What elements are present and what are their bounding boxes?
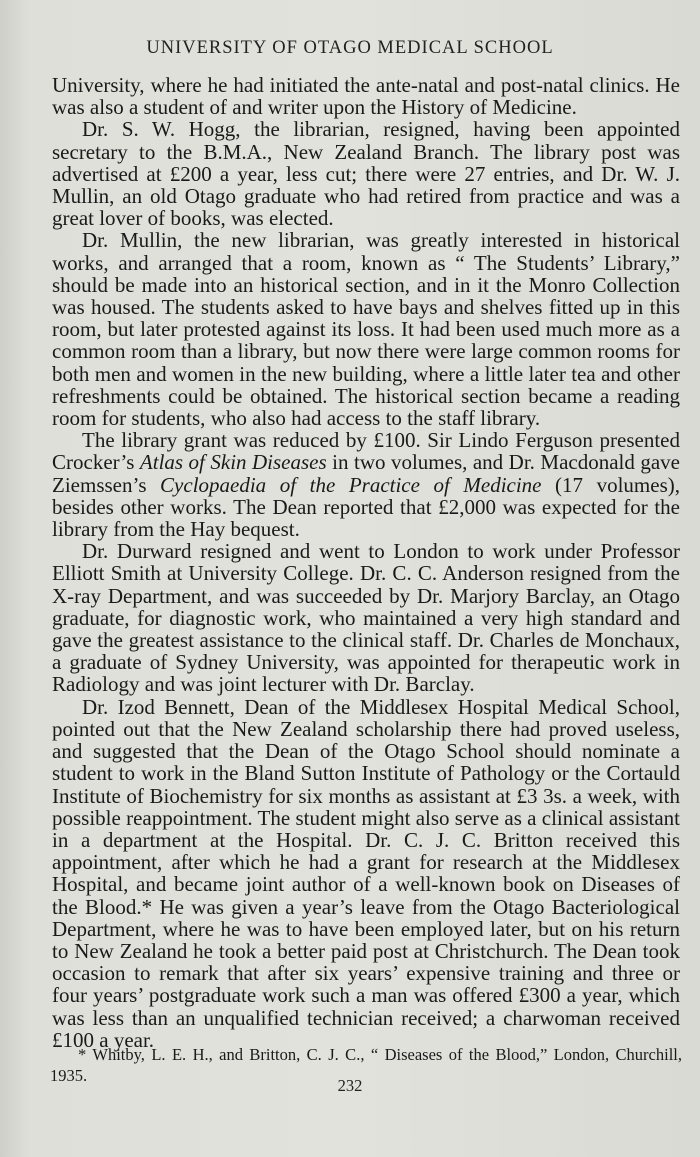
paragraph: Dr. Izod Bennett, Dean of the Middlesex Hospital Medical School, pointed out that the New Zealand scholarship there had proved useless, and suggested that the Dean of the Otago School should nominate a student to work in the Bland Sutton Institute of Pathology or the Cortauld Institute of Biochemistry for six months as assistant at £3 3s. a week, with possible reappointment. The student might also serve as a clinical assistant in a department at the Hospital. Dr. C. J. C. Britton received this appointment, after which he had a grant for research at the Middlesex Hospital, and became joint author of a well-known book on Diseases of the Blood.* He was given a year’s leave from the Otago Bacteriological Department, where he was to have been employed later, but on his return to New Zealand he took a better paid post at Christchurch. The Dean took occasion to remark that after six years’ expensive training and three or four years’ postgraduate work such a man was offered £300 a year, which was less than an unqualified technician received; a charwoman received £100 a year.	[52, 694, 680, 1052]
paragraph: University, where he had initiated the ante-natal and post-natal clinics. He was also a student of and writer upon the History of Medicine.	[52, 73, 680, 120]
paragraph: Dr. Mullin, the new librarian, was greatly interested in historical works, and arranged that a room, known as “ The Students’ Library,” should be made into an historical section, and in it the Monro Collection was housed. The students asked to have bays and shelves fitted up in this room, but later protested against its loss. It had been used much more as a common room than a library, but now there were large common rooms for both men and women in the new building, where a little later tea and other refreshments could be obtained. The historical section became a reading room for students, who also had access to the staff library.	[52, 228, 680, 431]
book-title-italic: Cyclopaedia of the Practice of Medicine	[160, 472, 542, 497]
paragraph	[52, 429, 680, 540]
page-number: 232	[337, 1076, 363, 1095]
paragraph-text: in two volumes, and Dr. Macdonald gave Ziemssen’s	[52, 450, 680, 497]
book-title-italic: Atlas of Skin Diseases	[139, 450, 327, 475]
footnote: * Whitby, L. E. H., and Britton, C. J. C., “ Diseases of the Blood,” London, Churchill, 1935.	[50, 1045, 682, 1085]
paragraph: Dr. S. W. Hogg, the librarian, resigned, having been appointed secretary to the B.M.A., New Zealand Branch. The library post was advertised at £200 a year, less cut; there were 27 entries, and Dr. W. J. Mullin, an old Otago graduate who had retired from practice and was a great lover of books, was elected.	[52, 117, 680, 231]
paragraph-text: (17 volumes), besides other works. The Dean reported that £2,000 was expected for the library from the Hay bequest.	[52, 472, 680, 542]
body-text	[52, 74, 680, 1051]
running-header: UNIVERSITY OF OTAGO MEDICAL SCHOOL	[146, 38, 554, 58]
paragraph-text: The library grant was reduced by £100. Sir Lindo Ferguson presented Crocker’s	[52, 428, 680, 475]
paragraph: Dr. Durward resigned and went to London to work under Professor Elliott Smith at University College. Dr. C. C. Anderson resigned from the X-ray Department, and was succeeded by Dr. Marjory Barclay, an Otago graduate, for diagnostic work, who maintained a very high standard and gave the greatest assistance to the clinical staff. Dr. Charles de Monchaux, a graduate of Sydney University, was appointed for therapeutic work in Radiology and was joint lecturer with Dr. Barclay.	[52, 539, 680, 697]
